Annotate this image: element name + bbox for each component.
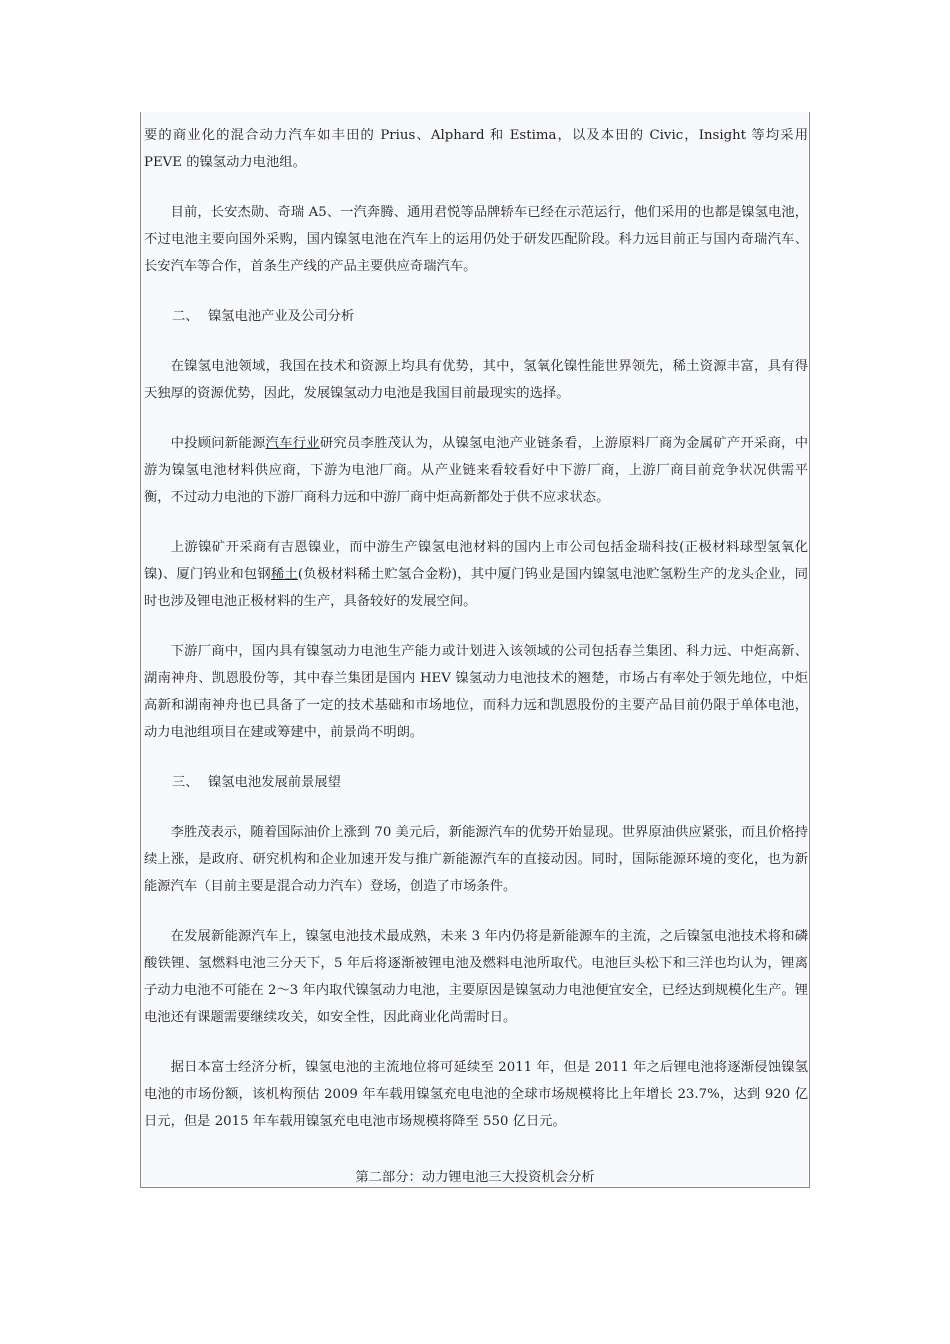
part-two-title: 第二部分：动力锂电池三大投资机会分析 [355,1170,595,1185]
section-number: 二、 [172,309,199,324]
section-heading-2 [144,303,808,330]
article-body [144,122,808,1135]
section-number: 三、 [172,775,199,790]
section-heading-3 [144,769,808,796]
paragraph-downstream: 下游厂商中，国内具有镍氢动力电池生产能力或计划进入该领域的公司包括春兰集团、科力远、中炬高新、湖南神舟、凯恩股份等，其中春兰集团是国内 HEV 镍氢动力电池技术的翘楚，市场占有率处于领先地位，中炬高新和湖南神舟也已具备了一定的技术基础和市场地位，而科力远和凯恩股份的主要产品目前仍限于单体电池，动力电池组项目在建或筹建中，前景尚不明朗。 [144,644,808,740]
text-span: (负极材料稀土贮氢合金粉)，其中厦门钨业是国内镍氢电池贮氢粉生产的龙头企业，同时也涉及锂电池正极材料的生产，具备较好的发展空间。 [144,567,809,609]
paragraph-market-forecast: 据日本富士经济分析，镍氢电池的主流地位将可延续至 2011 年，但是 2011 年之后锂电池将逐渐侵蚀镍氢电池的市场份额，该机构预估 2009 年车载用镍氢充电电池的全球市场规模将比上年增长 23.7%，达到 920 亿日元，但是 2015 年车载用镍氢充电电池市场规模将降至 550 亿日元。 [144,1060,808,1129]
paragraph-continued: 要的商业化的混合动力汽车如丰田的 Prius、Alphard 和 Estima，以及本田的 Civic，Insight 等均采用 PEVE 的镍氢动力电池组。 [144,128,808,170]
section-title: 镍氢电池发展前景展望 [208,775,341,790]
paragraph-upstream-midstream [144,534,808,615]
rare-earth-link[interactable]: 稀土 [270,567,298,582]
section-title: 镍氢电池产业及公司分析 [208,309,355,324]
paragraph-industry-chain [144,430,808,511]
paragraph-resource-advantage: 在镍氢电池领域，我国在技术和资源上均具有优势，其中，氢氧化镍性能世界领先，稀土资源丰富，具有得天独厚的资源优势，因此，发展镍氢动力电池是我国目前最现实的选择。 [144,359,808,401]
text-span: 上游镍矿开采商有吉恩镍业，而中游生产镍氢电池材料的国内上市公司包括金瑞科技(正极材料球型氢氧化镍)、厦门钨业和包钢 [144,540,808,582]
text-span: 中投顾问新能源 [170,436,266,451]
paragraph-demo-vehicles: 目前，长安杰勋、奇瑞 A5、一汽奔腾、通用君悦等品牌轿车已经在示范运行，他们采用的也都是镍氢电池，不过电池主要向国外采购，国内镍氢电池在汽车上的运用仍处于研发匹配阶段。科力远目前正与国内奇瑞汽车、长安汽车等合作，首条生产线的产品主要供应奇瑞汽车。 [144,205,808,274]
paragraph-oil-price: 李胜茂表示，随着国际油价上涨到 70 美元后，新能源汽车的优势开始显现。世界原油供应紧张，而且价格持续上涨，是政府、研究机构和企业加速开发与推广新能源汽车的直接动因。同时，国际能源环境的变化，也为新能源汽车（目前主要是混合动力汽车）登场，创造了市场条件。 [144,825,808,894]
auto-industry-link[interactable]: 汽车行业 [265,436,320,451]
text-span: 研究员李胜茂认为，从镍氢电池产业链条看，上游原料厂商为金属矿产开采商，中游为镍氢电池材料供应商，下游为电池厂商。从产业链来看较看好中下游厂商，上游厂商目前竞争状况供需平衡，不过动力电池的下游厂商科力远和中游厂商中炬高新都处于供不应求状态。 [144,436,809,505]
paragraph-technology-outlook: 在发展新能源汽车上，镍氢电池技术最成熟，未来 3 年内仍将是新能源车的主流，之后镍氢电池技术将和磷酸铁锂、氢燃料电池三分天下，5 年后将逐渐被锂电池及燃料电池所取代。电池巨头松下和三洋也均认为，锂离子动力电池不可能在 2～3 年内取代镍氢动力电池，主要原因是镍氢动力电池便宜安全，已经达到规模化生产。锂电池还有课题需要继续攻关，如安全性，因此商业化尚需时日。 [144,929,808,1025]
